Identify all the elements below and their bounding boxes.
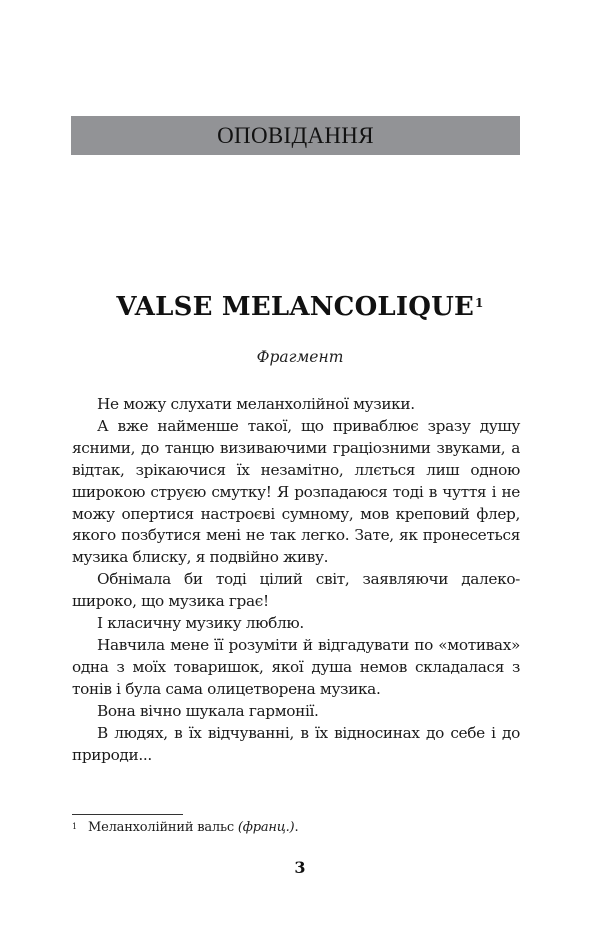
title-footnote-mark[interactable]: 1 — [475, 296, 484, 310]
footnote — [72, 820, 298, 835]
paragraph: Навчила мене її розуміти й відгадувати по «мотивах» одна з моїх товаришок, якої душа немов складалася з тонів і була сама олицетворена музика. — [72, 635, 520, 698]
story-subtitle: Фрагмент — [256, 348, 344, 366]
footnote-mark: 1 — [72, 822, 77, 831]
paragraph: Не можу слухати меланхолійної музики. — [97, 395, 415, 413]
footnote-text: Меланхолійний вальс — [88, 820, 238, 835]
page-number: 3 — [294, 858, 306, 877]
section-label: ОПОВІДАННЯ — [217, 122, 374, 148]
story-title — [0, 292, 600, 322]
story-title-text: VALSE MELANCOLIQUE — [116, 292, 475, 322]
paragraph: Обнімала би тоді цілий світ, заявляючи далеко-широко, що музика грає! — [72, 570, 520, 611]
paragraph: Вона вічно шукала гармонії. — [97, 701, 319, 720]
footnote-end: . — [294, 820, 299, 835]
footnote-divider — [72, 814, 183, 815]
section-banner — [71, 116, 520, 155]
paragraph: В людях, в їх відчуванні, в їх відносинах до себе і до природи... — [72, 723, 520, 764]
footnote-language-note: (франц.) — [237, 820, 295, 835]
story-body — [72, 394, 520, 766]
paragraph: І класичну музику люблю. — [97, 614, 304, 633]
paragraph: А вже найменше такої, що приваблює зразу душу ясними, до танцю визиваючими граціозними звуками, а відтак, зрікаючися їх незамітно, ллється лиш одною широкою струєю смутку! Я розпадаюся тоді в чуття і не можу опертися настроєві сумному, мов креповий флер, якого позбутися мені не так легко. Зате, як пронесеться музика блиску, я подвійно живу. — [72, 416, 520, 567]
